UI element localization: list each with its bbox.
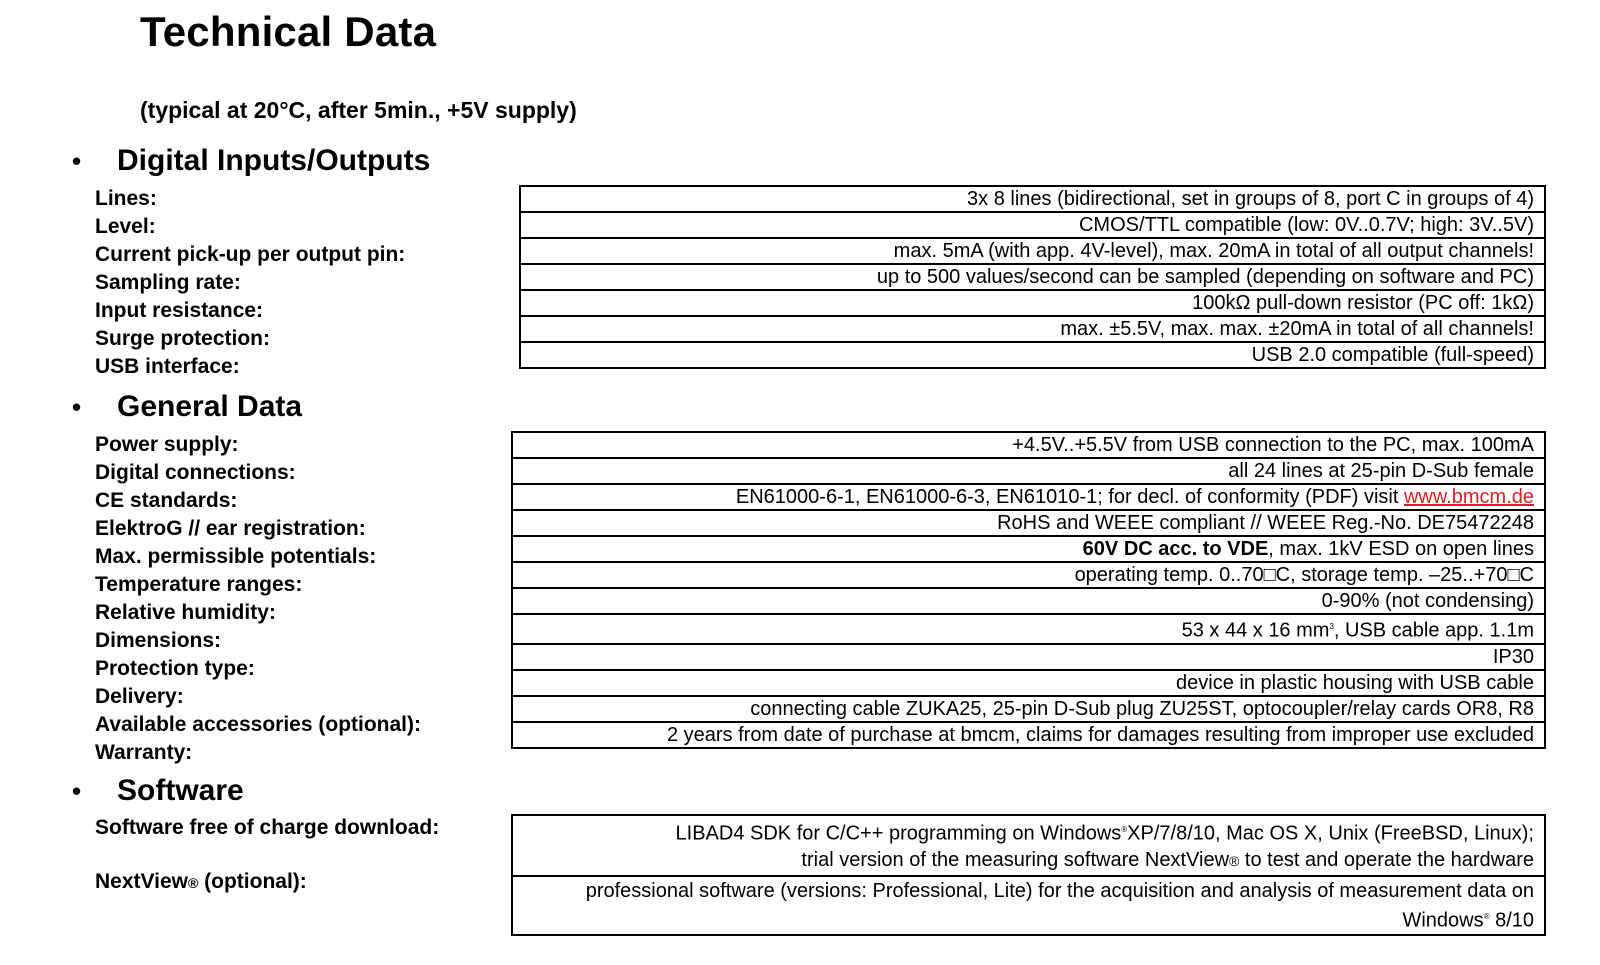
spec-value-bold: 60V DC acc. to VDE [1082,538,1269,560]
spec-value [512,536,1545,562]
bullet-icon: • [72,391,82,422]
page-subtitle: (typical at 20°C, after 5min., +5V supply) [140,97,577,123]
spec-value: 3x 8 lines (bidirectional, set in groups of 8, port C in groups of 4) [520,186,1545,212]
spec-label: Power supply: [95,433,239,456]
spec-value: all 24 lines at 25-pin D-Sub female [512,458,1545,484]
section-heading-digital [72,144,430,178]
section-heading-general [72,390,302,424]
spec-value-line [517,817,1534,847]
spec-label: Protection type: [95,657,255,680]
spec-value: up to 500 values/second can be sampled (depending on software and PC) [520,264,1545,290]
spec-value-text: trial version of the measuring software NextView [801,848,1230,871]
spec-label: Delivery: [95,685,184,708]
spec-value-text: 8/10 [1489,909,1534,932]
bullet-icon: • [72,775,82,806]
spec-label: Level: [95,215,156,238]
spec-value-text: , max. 1kV ESD on open lines [1268,538,1534,560]
superscript: ® [1121,825,1128,834]
spec-value-text: to test and operate the hardware [1239,848,1534,871]
spec-label: CE standards: [95,489,238,512]
spec-value-text: Windows [1402,909,1484,932]
spec-value: +4.5V..+5.5V from USB connection to the PC, max. 100mA [512,432,1545,458]
spec-value: 0-90% (not condensing) [512,588,1545,614]
spec-label [95,870,307,894]
software-values-table [511,814,1546,936]
section-title: Digital Inputs/Outputs [117,144,431,177]
spec-value: operating temp. 0..70□C, storage temp. –25..+70□C [512,562,1545,588]
spec-value: USB 2.0 compatible (full-speed) [520,342,1545,368]
spec-value: max. 5mA (with app. 4V-level), max. 20mA in total of all output channels! [520,238,1545,264]
digital-values-table [519,185,1546,369]
spec-label: Surge protection: [95,327,271,350]
bullet-icon: • [72,145,82,176]
spec-value: max. ±5.5V, max. max. ±20mA in total of all channels! [520,316,1545,342]
spec-value: IP30 [512,644,1545,670]
spec-value: 100kΩ pull-down resistor (PC off: 1kΩ) [520,290,1545,316]
spec-value [512,484,1545,510]
spec-label: USB interface: [95,355,240,378]
superscript: ® [1483,911,1490,921]
superscript: 3 [1329,622,1334,631]
registered-mark: ® [188,875,199,891]
spec-value-text: , USB cable app. 1.1m [1333,619,1534,642]
registered-mark: ® [1229,852,1240,869]
spec-value: connecting cable ZUKA25, 25-pin D-Sub plug ZU25ST, optocoupler/relay cards OR8, R8 [512,696,1545,722]
spec-value-text: 53 x 44 x 16 mm [1181,619,1330,642]
spec-value: CMOS/TTL compatible (low: 0V..0.7V; high: 3V..5V) [520,212,1545,238]
spec-label-text: (optional): [198,870,307,893]
spec-label: Software free of charge download: [95,816,440,839]
spec-value [512,614,1545,644]
spec-label: Relative humidity: [95,601,276,624]
spec-value-text: XP/7/8/10, Mac OS X, Unix (FreeBSD, Linux); [1127,822,1534,845]
spec-label: Current pick-up per output pin: [95,243,406,266]
bmcm-link[interactable]: www.bmcm.de [1403,486,1534,508]
spec-value-line: professional software (versions: Professional, Lite) for the acquisition and analysis of measurement data on [585,879,1534,902]
digital-labels [95,185,405,381]
general-labels [95,431,421,767]
spec-value: device in plastic housing with USB cable [512,670,1545,696]
spec-value [512,876,1545,936]
spec-label: ElektroG // ear registration: [95,517,366,540]
spec-value: RoHS and WEEE compliant // WEEE Reg.-No. DE75472248 [512,510,1545,536]
spec-value-line [517,904,1534,934]
spec-label: Warranty: [95,741,193,764]
spec-label: Temperature ranges: [95,573,303,596]
section-title: General Data [117,390,303,423]
spec-label: Digital connections: [95,461,296,484]
spec-value [512,815,1545,876]
section-title: Software [117,774,244,807]
spec-label: Dimensions: [95,629,222,652]
spec-value-text: EN61000-6-1, EN61000-6-3, EN61010-1; for decl. of conformity (PDF) visit [735,486,1404,508]
general-values-table [511,431,1546,749]
spec-label: Sampling rate: [95,271,241,294]
spec-label: Max. permissible potentials: [95,545,377,568]
spec-label: Available accessories (optional): [95,713,422,736]
spec-label: Lines: [95,187,157,210]
section-heading-software [72,774,244,808]
page-title: Technical Data [140,8,437,55]
spec-value-text: LIBAD4 SDK for C/C++ programming on Windows [675,822,1122,845]
spec-value-line [517,847,1534,874]
spec-label: Input resistance: [95,299,264,322]
spec-value: 2 years from date of purchase at bmcm, claims for damages resulting from improper use excluded [512,722,1545,748]
spec-label-text: NextView [95,870,188,893]
